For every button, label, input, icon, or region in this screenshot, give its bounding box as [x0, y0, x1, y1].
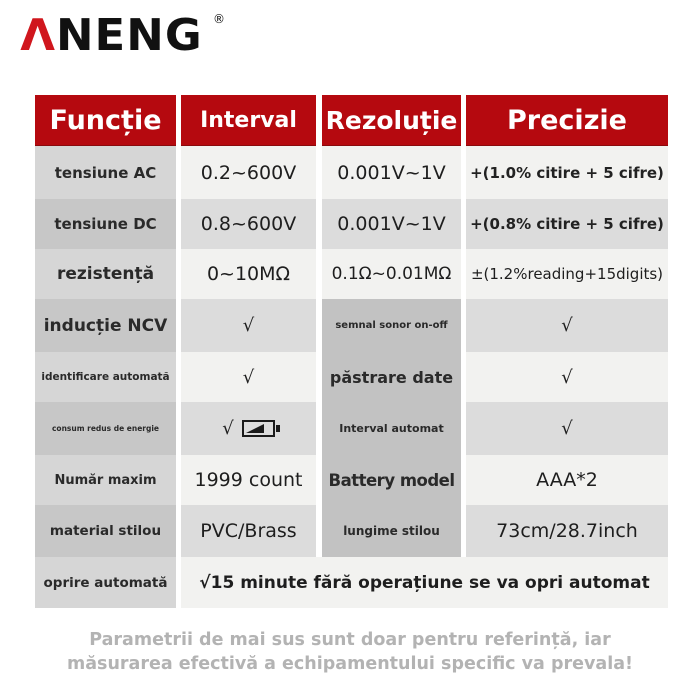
header-resolution: Rezoluție	[322, 95, 461, 146]
row-interval-ac-voltage: 0.2~600V	[181, 146, 316, 199]
logo-accent-letter: Λ	[20, 10, 56, 61]
row-label-max-count: Număr maxim	[35, 455, 176, 505]
row-interval-pen-material: PVC/Brass	[181, 505, 316, 557]
row-interval-low-power	[181, 402, 316, 455]
row-value-pen-length: 73cm/28.7inch	[466, 505, 668, 557]
header-function: Funcție	[35, 95, 176, 146]
row-resolution-ac-voltage: 0.001V~1V	[322, 146, 461, 199]
row-label-dc-voltage: tensiune DC	[35, 199, 176, 249]
row-interval-dc-voltage: 0.8~600V	[181, 199, 316, 249]
header-precision: Precizie	[466, 95, 668, 146]
row-label-data-hold: păstrare date	[322, 352, 461, 402]
row-value-buzzer-check: √	[466, 299, 668, 352]
row-precision-ac-voltage: +(1.0% citire + 5 cifre)	[466, 146, 668, 199]
row-resolution-resistance: 0.1Ω~0.01MΩ	[322, 249, 461, 299]
row-interval-resistance: 0~10MΩ	[181, 249, 316, 299]
row-value-auto-off: √15 minute fără operațiune se va opri automat	[181, 557, 668, 608]
row-label-auto-range: Interval automat	[322, 402, 461, 455]
battery-low-icon	[242, 420, 275, 437]
disclaimer-note	[0, 628, 700, 676]
row-value-auto-range-check: √	[466, 402, 668, 455]
registered-mark: ®	[213, 12, 225, 26]
disclaimer-line-1: Parametrii de mai sus sunt doar pentru referință, iar	[89, 630, 611, 650]
row-label-auto-off: oprire automată	[35, 557, 176, 608]
disclaimer-line-2: măsurarea efectivă a echipamentului specific va prevala!	[67, 654, 633, 674]
row-label-resistance: rezistență	[35, 249, 176, 299]
row-label-pen-length: lungime stilou	[322, 505, 461, 557]
check-mark: √	[222, 418, 234, 439]
row-label-ac-voltage: tensiune AC	[35, 146, 176, 199]
row-interval-max-count: 1999 count	[181, 455, 316, 505]
row-label-auto-identify: identificare automată	[35, 352, 176, 402]
header-interval: Interval	[181, 95, 316, 146]
row-precision-dc-voltage: +(0.8% citire + 5 cifre)	[466, 199, 668, 249]
row-value-data-hold-check: √	[466, 352, 668, 402]
row-precision-resistance: ±(1.2%reading+15digits)	[466, 249, 668, 299]
row-label-buzzer: semnal sonor on-off	[322, 299, 461, 352]
row-value-battery-model: AAA*2	[466, 455, 668, 505]
row-label-low-power: consum redus de energie	[35, 402, 176, 455]
row-resolution-dc-voltage: 0.001V~1V	[322, 199, 461, 249]
row-label-battery-model: Battery model	[322, 455, 461, 505]
row-interval-ncv-check: √	[181, 299, 316, 352]
aneng-logo	[20, 10, 225, 61]
row-label-ncv: inducție NCV	[35, 299, 176, 352]
brand-name	[20, 10, 203, 61]
row-label-pen-material: material stilou	[35, 505, 176, 557]
row-interval-auto-identify-check: √	[181, 352, 316, 402]
logo-text: NENG	[55, 10, 203, 61]
